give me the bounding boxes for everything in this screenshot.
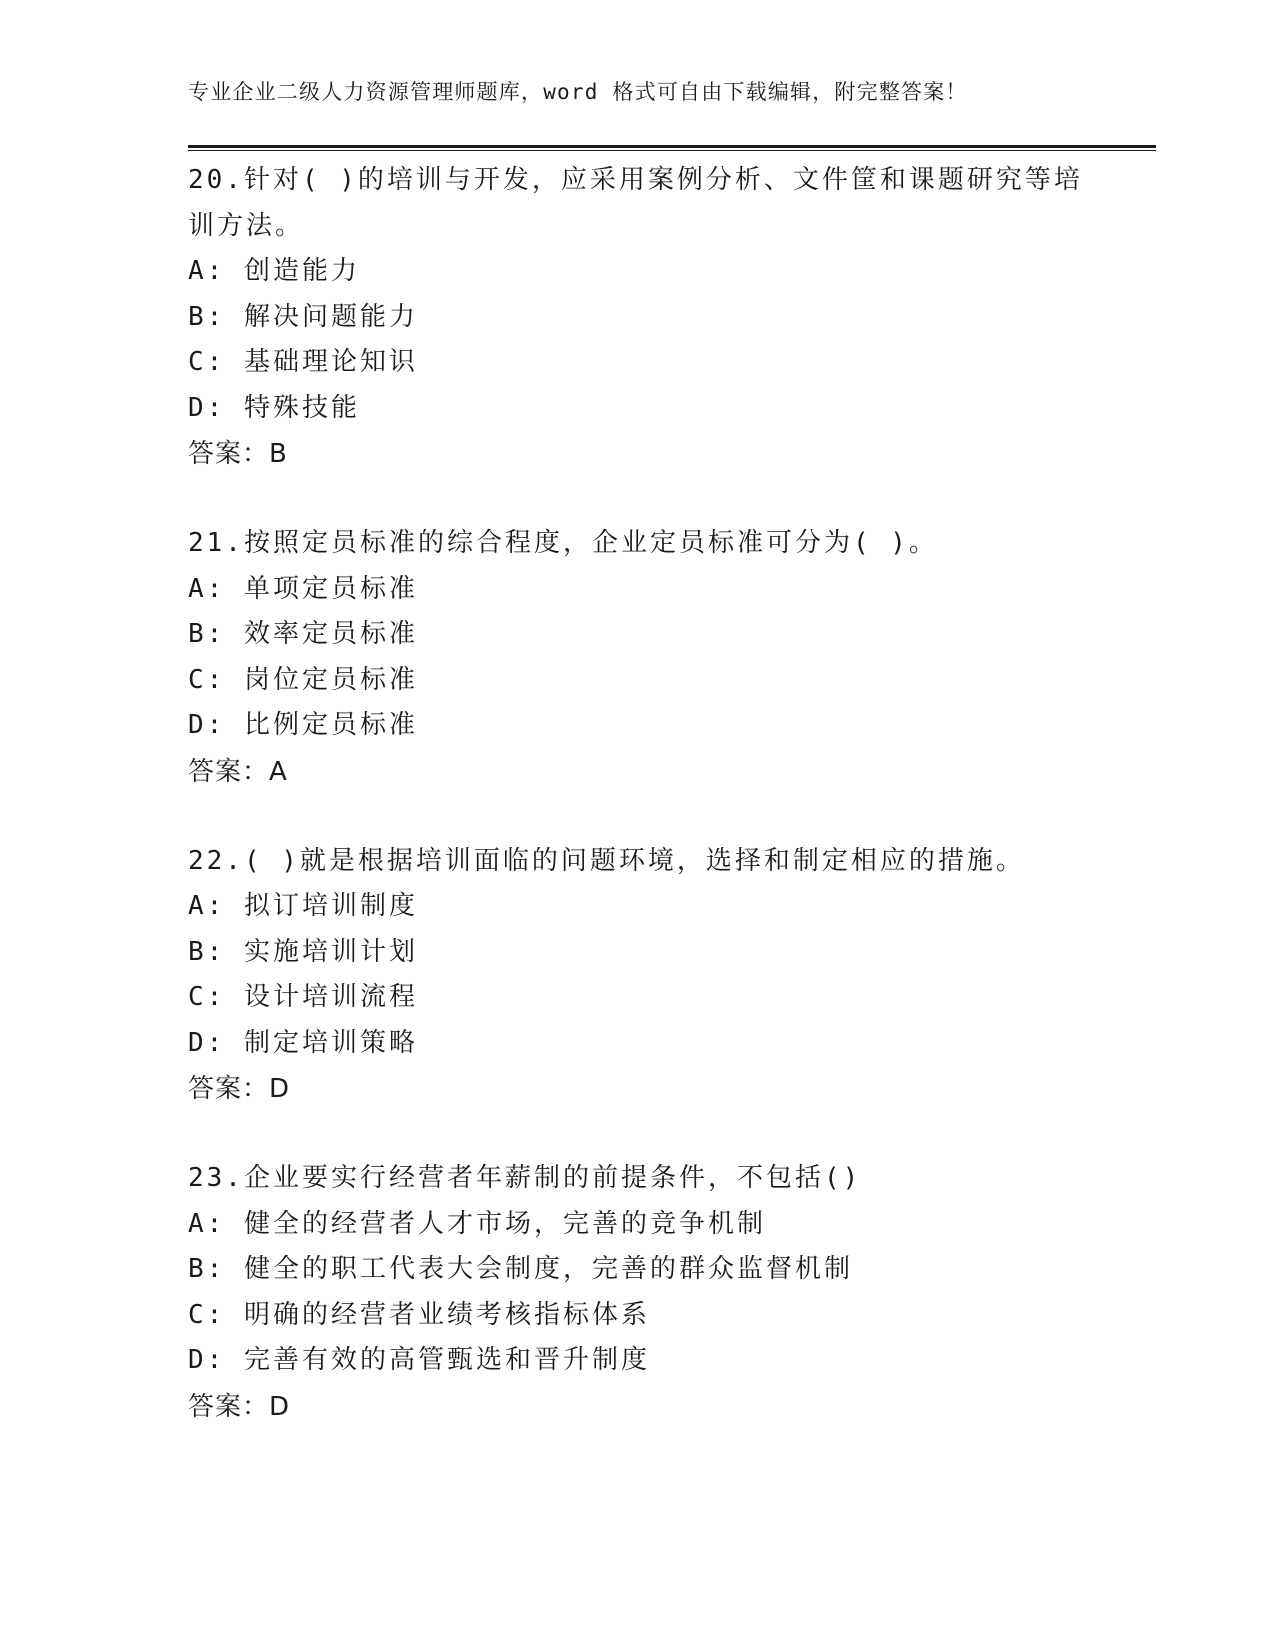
header-rule-thick — [188, 145, 1156, 148]
page-header: 专业企业二级人力资源管理师题库，word 格式可自由下载编辑，附完整答案！ — [188, 80, 968, 104]
option-b: B: 效率定员标准 — [188, 619, 418, 649]
question-stem: 21.按照定员标准的综合程度，企业定员标准可分为( )。 — [188, 528, 938, 558]
option-a: A: 单项定员标准 — [188, 573, 418, 604]
question-list — [188, 158, 1088, 1474]
option-b: B: 解决问题能力 — [188, 301, 418, 332]
answer-label: 答案：A — [188, 756, 288, 787]
option-c: C: 明确的经营者业绩考核指标体系 — [188, 1299, 650, 1330]
option-c: C: 基础理论知识 — [188, 347, 418, 377]
answer-label: 答案：D — [188, 1391, 291, 1422]
option-c: C: 岗位定员标准 — [188, 664, 418, 695]
option-d: D: 比例定员标准 — [188, 710, 418, 740]
question-stem: 23.企业要实行经营者年薪制的前提条件，不包括() — [188, 1163, 862, 1193]
question-21 — [188, 521, 1088, 795]
option-d: D: 制定培训策略 — [188, 1027, 418, 1058]
question-stem: 20.针对( )的培训与开发，应采用案例分析、文件筐和课题研究等培 — [188, 165, 1083, 195]
option-a: A: 创造能力 — [188, 256, 360, 286]
question-stem: 22.( )就是根据培训面临的问题环境，选择和制定相应的措施。 — [188, 845, 1025, 876]
header-rule-thin — [188, 150, 1156, 151]
option-b: B: 健全的职工代表大会制度，完善的群众监督机制 — [188, 1254, 853, 1284]
question-stem-continued: 训方法。 — [188, 210, 305, 241]
answer-label: 答案：D — [188, 1074, 291, 1104]
question-22 — [188, 839, 1088, 1113]
question-20 — [188, 158, 1088, 477]
option-c: C: 设计培训流程 — [188, 982, 418, 1012]
question-23 — [188, 1156, 1088, 1430]
option-a: A: 健全的经营者人才市场，完善的竞争机制 — [188, 1208, 766, 1239]
option-a: A: 拟订培训制度 — [188, 891, 418, 921]
option-d: D: 完善有效的高管甄选和晋升制度 — [188, 1345, 650, 1375]
option-b: B: 实施培训计划 — [188, 936, 418, 967]
option-d: D: 特殊技能 — [188, 392, 360, 423]
answer-label: 答案：B — [188, 439, 288, 469]
